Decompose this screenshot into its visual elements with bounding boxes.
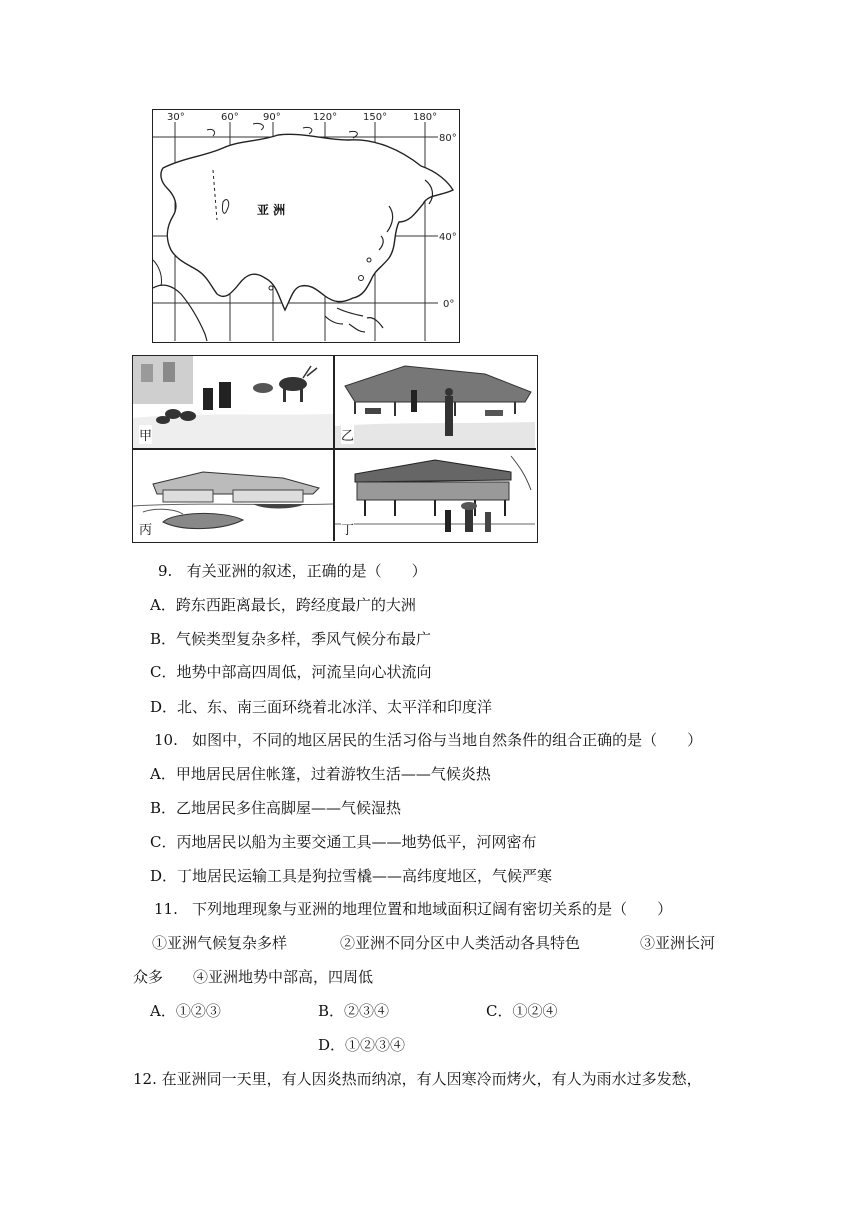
- q10-option-a[interactable]: A．甲地居民居住帐篷，过着游牧生活——气候炎热: [150, 765, 491, 783]
- question-10-stem: 如图中，不同的地区居民的生活习俗与当地自然条件的组合正确的是（ ）: [192, 731, 703, 749]
- question-12-number: 12.: [133, 1070, 157, 1088]
- photo-yi: [335, 356, 535, 448]
- question-11: [154, 899, 672, 919]
- question-10-number: 10.: [154, 731, 178, 749]
- photo-bing: [133, 450, 333, 542]
- q10-option-d[interactable]: D．丁地居民运输工具是狗拉雪橇——高纬度地区，气候严寒: [150, 867, 553, 885]
- lon-label-60: 60°: [221, 112, 239, 123]
- photo-bing-label: 丙: [139, 519, 152, 538]
- lon-label-180: 180°: [413, 112, 438, 123]
- question-10: [154, 730, 702, 750]
- photo-ding: [335, 450, 535, 542]
- lifestyle-photo-grid: [132, 355, 538, 543]
- question-11-number: 11.: [154, 900, 178, 918]
- photo-jia-label: 甲: [139, 425, 152, 444]
- lon-label-120: 120°: [313, 112, 338, 123]
- photo-jia: [133, 356, 333, 448]
- question-9: [158, 561, 427, 581]
- lon-label-30: 30°: [167, 112, 185, 123]
- q9-option-a[interactable]: A．跨东西距离最长，跨经度最广的大洲: [150, 596, 416, 614]
- lat-label-80: 80°: [439, 133, 457, 144]
- q11-item-2: ②亚洲不同分区中人类活动各具特色: [340, 934, 581, 952]
- question-9-number: 9.: [158, 562, 173, 580]
- lat-label-0: 0°: [443, 299, 455, 310]
- asia-region-label: 亚 洲: [257, 203, 286, 217]
- lon-label-150: 150°: [363, 112, 388, 123]
- q11-option-d[interactable]: D．①②③④: [318, 1036, 406, 1054]
- asia-map: [152, 109, 460, 343]
- question-12-stem: 在亚洲同一天里，有人因炎热而纳凉，有人因寒冷而烤火，有人为雨水过多发愁，: [161, 1070, 702, 1088]
- q9-option-d[interactable]: D．北、东、南三面环绕着北冰洋、太平洋和印度洋: [150, 698, 493, 716]
- question-12: [133, 1069, 702, 1089]
- lon-label-90: 90°: [263, 112, 281, 123]
- q11-items-line2: 众多 ④亚洲地势中部高，四周低: [133, 968, 374, 986]
- q11-option-b[interactable]: B．②③④: [318, 1002, 390, 1020]
- asia-map-graphic: [153, 110, 458, 341]
- q10-option-c[interactable]: C．丙地居民以船为主要交通工具——地势低平，河网密布: [150, 833, 537, 851]
- q11-option-c[interactable]: C．①②④: [486, 1002, 558, 1020]
- photo-ding-label: 丁: [341, 519, 354, 538]
- q11-item-3: ③亚洲长河: [640, 934, 716, 952]
- q9-option-c[interactable]: C．地势中部高四周低，河流呈向心状流向: [150, 663, 432, 681]
- question-11-stem: 下列地理现象与亚洲的地理位置和地域面积辽阔有密切关系的是（ ）: [192, 900, 673, 918]
- q11-item-1: ①亚洲气候复杂多样: [152, 934, 288, 952]
- q9-option-b[interactable]: B．气候类型复杂多样，季风气候分布最广: [150, 630, 432, 648]
- question-9-stem: 有关亚洲的叙述，正确的是（ ）: [186, 562, 427, 580]
- q11-option-a[interactable]: A．①②③: [150, 1002, 221, 1020]
- photo-yi-label: 乙: [341, 425, 354, 444]
- q10-option-b[interactable]: B．乙地居民多住高脚屋——气候湿热: [150, 799, 402, 817]
- lat-label-40: 40°: [439, 232, 457, 243]
